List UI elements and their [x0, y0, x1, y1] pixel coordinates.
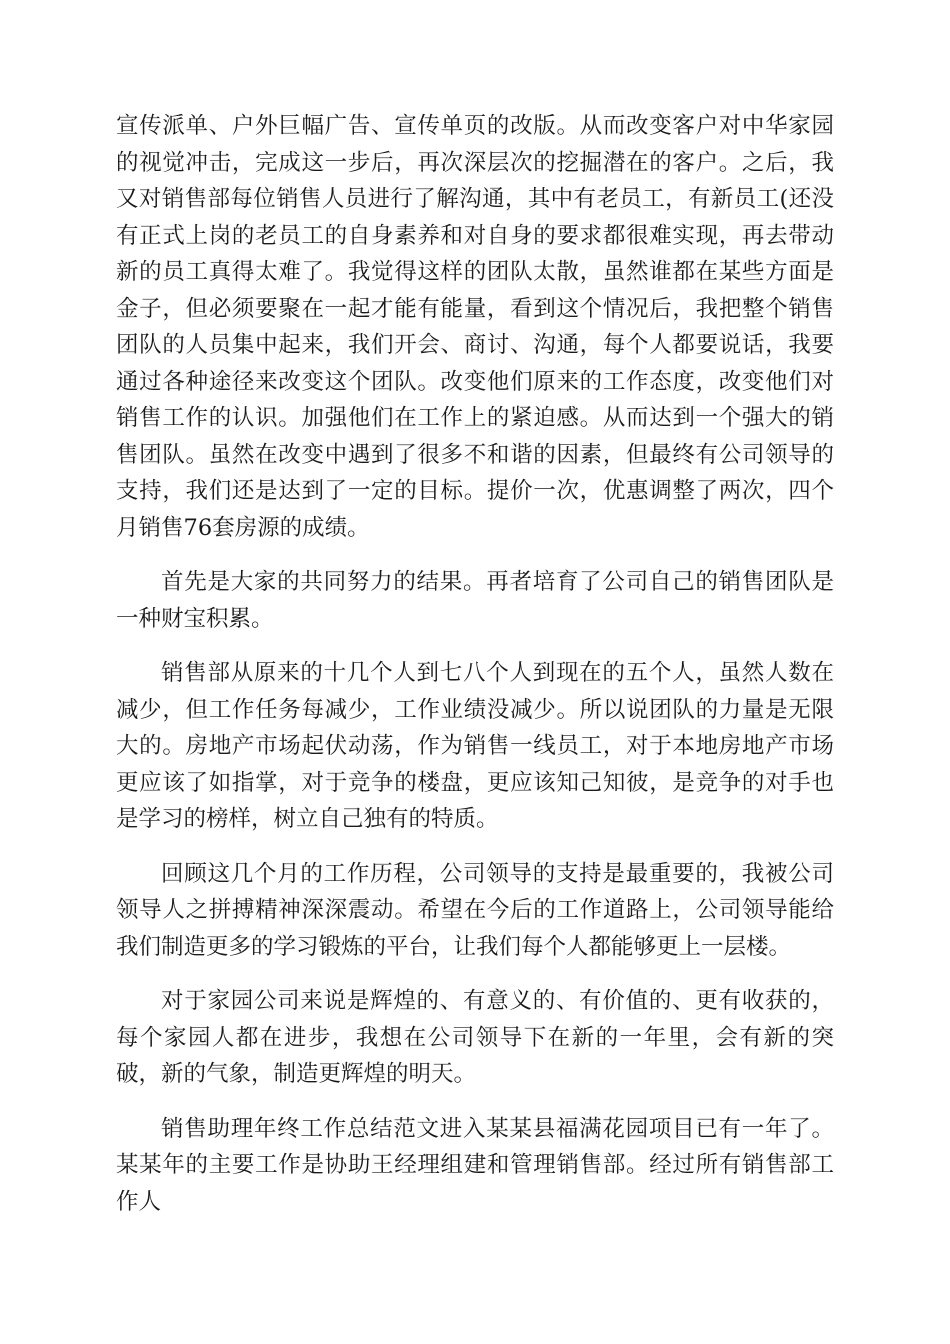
paragraph-review: 回顾这几个月的工作历程，公司领导的支持是最重要的，我被公司领导人之拼搏精神深深震动。希望在今后的工作道路上，公司领导能给我们制造更多的学习锻炼的平台，让我们每个人都能够更上一层楼。 — [116, 860, 834, 960]
paragraph-company-outlook: 对于家园公司来说是辉煌的、有意义的、有价值的、更有收获的，每个家园人都在进步，我想在公司领导下在新的一年里，会有新的突破，新的气象，制造更辉煌的明天。 — [116, 988, 834, 1087]
paragraph-team-reform: 宣传派单、户外巨幅广告、宣传单页的改版。从而改变客户对中华家园的视觉冲击，完成这一步后，再次深层次的挖掘潜在的客户。之后，我又对销售部每位销售人员进行了解沟通，其中有老员工，有新员工(还没有正式上岗的老员工的自身素养和对自身的要求都很难实现，再去带动新的员工真得太难了。我觉得这样的团队太散，虽然谁都在某些方面是金子，但必须要聚在一起才能有能量，看到这个情况后，我把整个销售团队的人员集中起来，我们开会、商讨、沟通，每个人都要说话，我要通过各种途径来改变这个团队。改变他们原来的工作态度，改变他们对销售工作的认识。加强他们在工作上的紧迫感。从而达到一个强大的销售团队。虽然在改变中遇到了很多不和谐的因素，但最终有公司领导的支持，我们还是达到了一定的目标。提价一次，优惠调整了两次，四个月销售76套房源的成绩。 — [116, 113, 834, 541]
paragraph-sales-staff-change: 销售部从原来的十几个人到七八个人到现在的五个人，虽然人数在减少，但工作任务每减少，工作业绩没减少。所以说团队的力量是无限大的。房地产市场起伏动荡，作为销售一线员工，对于本地房地产市场更应该了如指掌，对于竞争的楼盘，更应该知己知彼，是竞争的对手也是学习的榜样，树立自己独有的特质。 — [116, 660, 834, 832]
paragraph-joint-effort: 首先是大家的共同努力的结果。再者培育了公司自己的销售团队是一种财宝积累。 — [116, 569, 834, 632]
paragraph-sales-assistant-summary: 销售助理年终工作总结范文进入某某县福满花园项目已有一年了。某某年的主要工作是协助王经理组建和管理销售部。经过所有销售部工作人 — [116, 1115, 834, 1215]
